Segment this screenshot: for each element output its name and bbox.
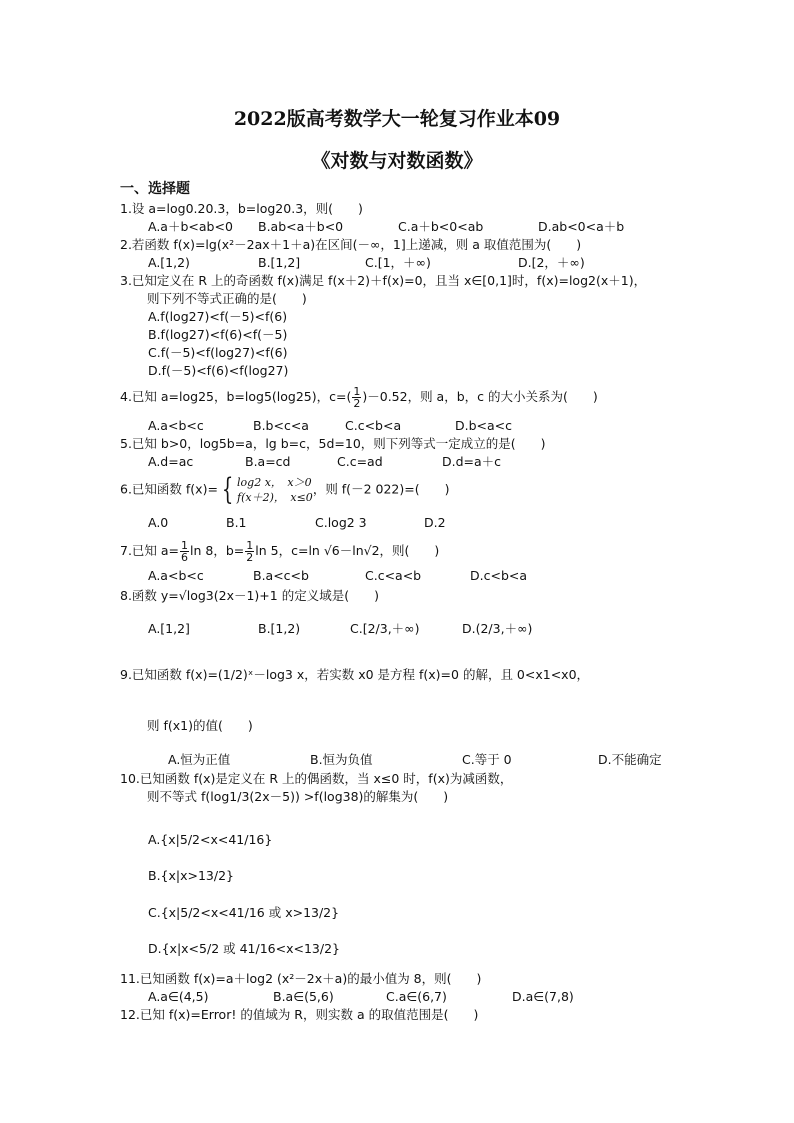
question-9-stem: 9.已知函数 f(x)=(1/2)ˣ－log3 x，若实数 x0 是方程 f(x)=0 的解，且 0<x1<x0， — [120, 667, 590, 682]
q4-stem-part2: )－0.52，则 a，b，c 的大小关系为( ) — [362, 389, 598, 404]
q7-option-c: C.c<a<b — [365, 568, 422, 583]
question-6-stem — [120, 472, 450, 507]
q9-option-c: C.等于 0 — [462, 752, 512, 767]
section-heading: 一、选择题 — [120, 181, 190, 197]
q7-fraction-2 — [245, 540, 254, 563]
q10-option-c: C.{x|5/2<x<41/16 或 x>13/2} — [148, 905, 340, 920]
q4-option-b: B.b<c<a — [253, 418, 309, 433]
q11-option-a: A.a∈(4,5) — [148, 989, 209, 1004]
q7-stem-part2: ln 8，b= — [190, 543, 245, 558]
question-7-stem — [120, 540, 439, 563]
q3-option-b: B.f(log27)<f(6)<f(－5) — [148, 327, 288, 342]
q7-frac1-den: 6 — [181, 551, 189, 564]
q5-option-b: B.a=cd — [245, 454, 291, 469]
q7-frac2-den: 2 — [246, 551, 254, 564]
q6-case-1: log2 x， x＞0 — [237, 476, 312, 489]
q7-option-d: D.c<b<a — [470, 568, 528, 583]
question-3-stem: 3.已知定义在 R 上的奇函数 f(x)满足 f(x＋2)＋f(x)=0，且当 x∈[0,1]时，f(x)=log2(x＋1)， — [120, 273, 647, 288]
q7-stem-part1: 7.已知 a= — [120, 543, 180, 558]
q1-option-b: B.ab<a＋b<0 — [258, 219, 344, 234]
question-8-stem: 8.函数 y=√log3(2x－1)+1 的定义域是( ) — [120, 588, 379, 603]
question-2-stem: 2.若函数 f(x)=lg(x²－2ax＋1＋a)在区间(－∞，1]上递减，则 a 取值范围为( ) — [120, 237, 582, 252]
q10-option-a: A.{x|5/2<x<41/16} — [148, 832, 273, 847]
q1-option-c: C.a＋b<0<ab — [398, 219, 484, 234]
q7-option-a: A.a<b<c — [148, 568, 204, 583]
q5-option-d: D.d=a＋c — [442, 454, 502, 469]
q7-frac2-num: 1 — [246, 539, 254, 552]
q4-option-d: D.b<a<c — [455, 418, 513, 433]
question-11-stem: 11.已知函数 f(x)=a＋log2 (x²－2x＋a)的最小值为 8，则( ) — [120, 971, 482, 986]
q4-frac-num: 1 — [353, 385, 361, 398]
q10-option-d: D.{x|x<5/2 或 41/16<x<13/2} — [148, 941, 340, 956]
question-10-stem: 10.已知函数 f(x)是定义在 R 上的偶函数，当 x≤0 时，f(x)为减函数， — [120, 771, 513, 786]
q1-option-d: D.ab<0<a＋b — [538, 219, 625, 234]
question-3-stem-cont: 则下列不等式正确的是( ) — [147, 291, 307, 306]
q6-cases — [237, 475, 313, 505]
question-9-stem-cont: 则 f(x1)的值( ) — [147, 718, 253, 733]
q6-brace: { — [221, 472, 234, 507]
q9-option-a: A.恒为正值 — [168, 752, 231, 767]
q4-option-c: C.c<b<a — [345, 418, 402, 433]
q7-option-b: B.a<c<b — [253, 568, 309, 583]
q8-option-d: D.(2/3,＋∞) — [462, 621, 533, 636]
q2-option-b: B.[1,2] — [258, 255, 301, 270]
q6-option-a: A.0 — [148, 515, 169, 530]
q6-stem-part2: ，则 f(－2 022)=( ) — [312, 481, 450, 497]
document-subtitle: 《对数与对数函数》 — [311, 150, 483, 172]
q11-option-c: C.a∈(6,7) — [386, 989, 447, 1004]
question-5-stem: 5.已知 b>0，log5b=a，lg b=c，5d=10，则下列等式一定成立的是( ) — [120, 436, 546, 451]
q2-option-c: C.[1，＋∞) — [365, 255, 431, 270]
q8-option-a: A.[1,2] — [148, 621, 190, 636]
question-12-stem: 12.已知 f(x)=Error! 的值域为 R，则实数 a 的取值范围是( ) — [120, 1007, 479, 1022]
q9-option-b: B.恒为负值 — [310, 752, 373, 767]
document-title: 2022版高考数学大一轮复习作业本09 — [233, 108, 561, 130]
q7-fraction-1 — [180, 540, 189, 563]
question-4-stem — [120, 386, 598, 409]
q6-option-c: C.log2 3 — [315, 515, 367, 530]
q11-option-b: B.a∈(5,6) — [273, 989, 334, 1004]
q3-option-a: A.f(log27)<f(－5)<f(6) — [148, 309, 288, 324]
q8-option-c: C.[2/3,＋∞) — [350, 621, 420, 636]
q6-option-b: B.1 — [226, 515, 247, 530]
q6-option-d: D.2 — [424, 515, 446, 530]
q4-stem-part1: 4.已知 a=log25，b=log5(log25)，c=( — [120, 389, 352, 404]
q9-option-d: D.不能确定 — [598, 752, 662, 767]
q10-option-b: B.{x|x>13/2} — [148, 868, 235, 883]
question-10-stem-cont: 则不等式 f(log1/3(2x－5)) >f(log38)的解集为( ) — [147, 789, 449, 804]
q5-option-a: A.d=ac — [148, 454, 194, 469]
q7-frac1-num: 1 — [181, 539, 189, 552]
q6-case-2: f(x＋2)， x≤0 — [237, 491, 313, 504]
question-1-stem: 1.设 a=log0.20.3，b=log20.3，则( ) — [120, 201, 363, 216]
q5-option-c: C.c=ad — [337, 454, 383, 469]
q4-fraction — [352, 386, 361, 409]
q4-option-a: A.a<b<c — [148, 418, 204, 433]
q3-option-c: C.f(－5)<f(log27)<f(6) — [148, 345, 288, 360]
q3-option-d: D.f(－5)<f(6)<f(log27) — [148, 363, 289, 378]
q2-option-d: D.[2，＋∞) — [518, 255, 585, 270]
q11-option-d: D.a∈(7,8) — [512, 989, 574, 1004]
q7-stem-part3: ln 5，c=ln √6－ln√2，则( ) — [255, 543, 440, 558]
q2-option-a: A.[1,2) — [148, 255, 190, 270]
q4-frac-den: 2 — [353, 397, 361, 410]
q1-option-a: A.a＋b<ab<0 — [148, 219, 233, 234]
q8-option-b: B.[1,2) — [258, 621, 301, 636]
q6-stem-part1: 6.已知函数 f(x)= — [120, 481, 218, 497]
